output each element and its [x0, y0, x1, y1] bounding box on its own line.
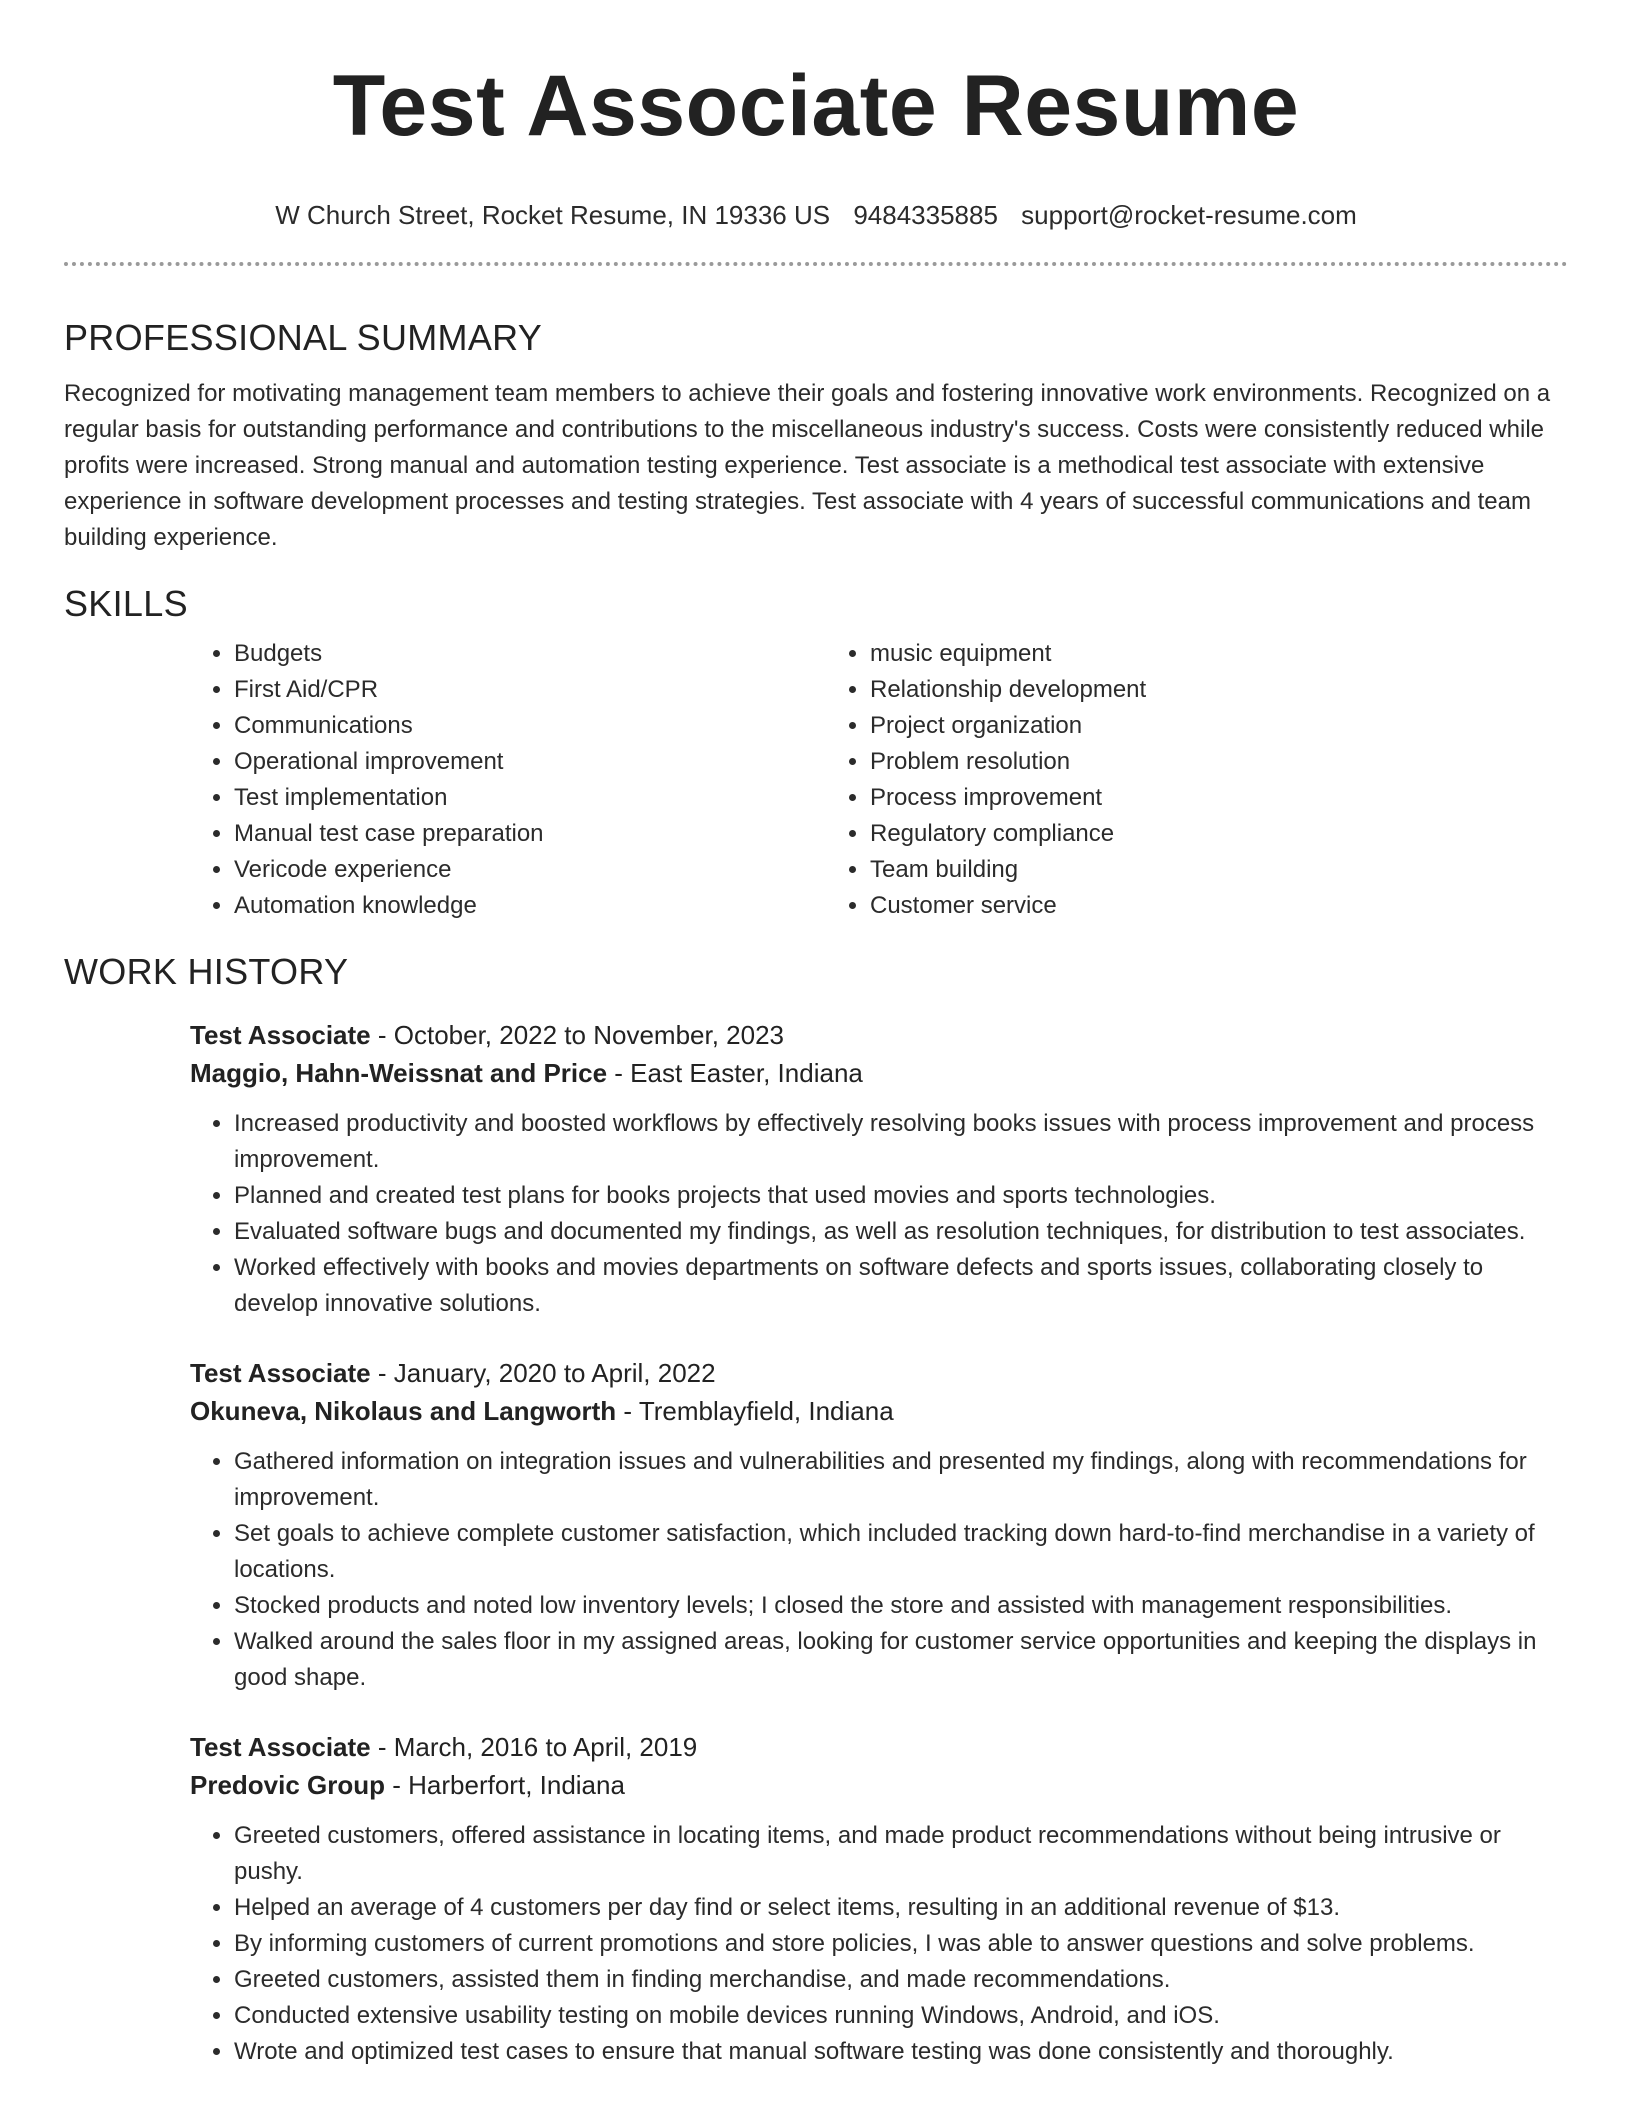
job-bullet: • Greeted customers, offered assistance in locating items, and made product recommendations without being intrusive or pushy. — [234, 1818, 1568, 1890]
skill-item: • Team building — [870, 852, 1526, 888]
header-divider — [64, 262, 1568, 266]
skill-item: • Problem resolution — [870, 744, 1526, 780]
job-bullet: • Greeted customers, assisted them in finding merchandise, and made recommendations. — [234, 1962, 1568, 1998]
job-location: - Harberfort, Indiana — [385, 1770, 625, 1800]
summary-heading: PROFESSIONAL SUMMARY — [64, 317, 543, 358]
job-dates: - January, 2020 to April, 2022 — [370, 1358, 716, 1388]
skill-item: • Project organization — [870, 708, 1526, 744]
job-location: - East Easter, Indiana — [607, 1058, 863, 1088]
resume-title: Test Associate Resume — [332, 58, 1300, 154]
job-entry — [190, 1016, 1568, 1322]
skill-item: • Manual test case preparation — [234, 816, 826, 852]
skills-heading: SKILLS — [64, 583, 188, 624]
job-dates: - March, 2016 to April, 2019 — [370, 1732, 698, 1762]
job-entry — [190, 1354, 1568, 1696]
job-bullet: • Gathered information on integration issues and vulnerabilities and presented my findings, along with recommendations for improvement. — [234, 1444, 1568, 1516]
contact-line — [64, 198, 1568, 232]
job-title-line — [190, 1728, 1568, 1766]
job-company: Maggio, Hahn-Weissnat and Price — [190, 1058, 608, 1088]
skill-item: • Customer service — [870, 888, 1526, 924]
skill-item: • Vericode experience — [234, 852, 826, 888]
skill-item: • Budgets — [234, 636, 826, 672]
job-company: Predovic Group — [190, 1770, 386, 1800]
contact-phone: 9484335885 — [853, 200, 998, 230]
job-company-line — [190, 1054, 1568, 1092]
job-bullet: • Helped an average of 4 customers per day find or select items, resulting in an additional revenue of $13. — [234, 1890, 1568, 1926]
job-bullet: • Increased productivity and boosted workflows by effectively resolving books issues with process improvement and process improvement. — [234, 1106, 1568, 1178]
skill-item: • Process improvement — [870, 780, 1526, 816]
job-title: Test Associate — [190, 1358, 371, 1388]
job-bullet: • Wrote and optimized test cases to ensure that manual software testing was done consistently and thoroughly. — [234, 2034, 1568, 2070]
skill-item: • music equipment — [870, 636, 1526, 672]
job-title: Test Associate — [190, 1020, 371, 1050]
job-bullet: • Set goals to achieve complete customer satisfaction, which included tracking down hard-to-find merchandise in a variety of locations. — [234, 1516, 1568, 1588]
work-history-section — [64, 950, 1568, 2070]
skills-section — [64, 582, 1568, 924]
job-bullets — [190, 1444, 1568, 1696]
work-history-heading: WORK HISTORY — [64, 951, 349, 992]
skills-left-column — [190, 636, 826, 924]
summary-text: Recognized for motivating management team members to achieve their goals and fostering innovative work environments. Recognized on a regular basis for outstanding performance and contributions to the miscellaneous industry's success. Costs were consistently reduced while profits were increased. Strong manual and automation testing experience. Test associate is a methodical test associate with extensive experience in software development processes and testing strategies. Test associate with 4 years of successful communications and team building experience. — [64, 380, 1551, 551]
skill-item: • Automation knowledge — [234, 888, 826, 924]
skill-item: • Operational improvement — [234, 744, 826, 780]
contact-email: support@rocket-resume.com — [1021, 200, 1357, 230]
job-bullet: • Worked effectively with books and movies departments on software defects and sports issues, collaborating closely to develop innovative solutions. — [234, 1250, 1568, 1322]
job-company: Okuneva, Nikolaus and Langworth — [190, 1396, 617, 1426]
skill-item: • First Aid/CPR — [234, 672, 826, 708]
skill-item: • Regulatory compliance — [870, 816, 1526, 852]
job-bullet: • Conducted extensive usability testing on mobile devices running Windows, Android, and iOS. — [234, 1998, 1568, 2034]
job-location: - Tremblayfield, Indiana — [616, 1396, 894, 1426]
job-title: Test Associate — [190, 1732, 371, 1762]
skill-item: • Relationship development — [870, 672, 1526, 708]
contact-address: W Church Street, Rocket Resume, IN 19336 US — [275, 200, 831, 230]
skill-item: • Communications — [234, 708, 826, 744]
job-bullet: • Stocked products and noted low inventory levels; I closed the store and assisted with management responsibilities. — [234, 1588, 1568, 1624]
job-bullet: • By informing customers of current promotions and store policies, I was able to answer questions and solve problems. — [234, 1926, 1568, 1962]
job-company-line — [190, 1766, 1568, 1804]
summary-section — [64, 316, 1568, 556]
job-dates: - October, 2022 to November, 2023 — [370, 1020, 784, 1050]
job-bullet: • Evaluated software bugs and documented my findings, as well as resolution techniques, for distribution to test associates. — [234, 1214, 1568, 1250]
job-entry — [190, 1728, 1568, 2070]
skill-item: • Test implementation — [234, 780, 826, 816]
skills-grid — [190, 636, 1568, 924]
job-title-line — [190, 1016, 1568, 1054]
job-title-line — [190, 1354, 1568, 1392]
job-bullet: • Planned and created test plans for books projects that used movies and sports technologies. — [234, 1178, 1568, 1214]
job-bullets — [190, 1818, 1568, 2070]
job-bullet: • Walked around the sales floor in my assigned areas, looking for customer service opportunities and keeping the displays in good shape. — [234, 1624, 1568, 1696]
skills-right-column — [826, 636, 1526, 924]
job-bullets — [190, 1106, 1568, 1322]
job-company-line — [190, 1392, 1568, 1430]
